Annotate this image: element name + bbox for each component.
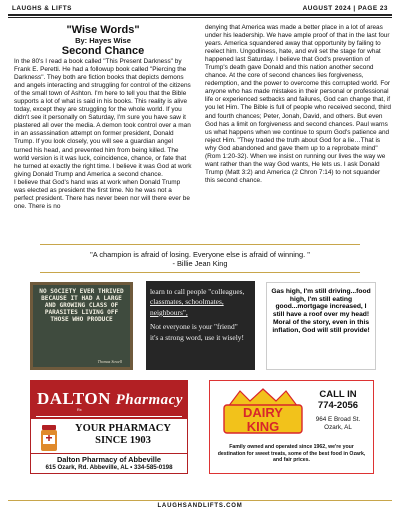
article-right-column <box>205 24 391 185</box>
chalkboard-line: classmates, schoolmates, <box>150 297 224 307</box>
dairy-king-logo-bottom: KING <box>246 419 280 434</box>
dairy-king-call-label: CALL IN <box>319 389 357 400</box>
dairy-king-call-block <box>307 389 369 411</box>
sowell-sign-image <box>30 282 133 370</box>
dairy-king-ad[interactable] <box>209 380 374 474</box>
pharmacy-footer-name: Dalton Pharmacy of Abbeville <box>56 455 162 464</box>
chalkboard-line: it's a strong word, use it wisely! <box>150 332 244 342</box>
footer-rule <box>8 500 392 501</box>
pharmacy-footer-contact: 615 Ozark, Rd. Abbeville, AL • 334-585-0198 <box>45 464 173 471</box>
pill-bottle-icon <box>37 423 61 453</box>
dairy-king-footer: Family owned and operated since 1962, we're your destination for sweet treats, some of the best food in Ozark, and fair prices. <box>217 444 366 464</box>
article-title: "Wise Words" <box>66 24 140 36</box>
chalkboard-line: Not everyone is your "friend" <box>150 322 238 332</box>
article-paragraph: In the 80's I read a book called "This Present Darkness" by Frank E. Peretti. He had a followup book called "Piercing the Darkness". They both are fiction books that depicts demons and angels interacting and struggling for control of the citizens of the small town of Ashton. I'm here to tell you that the Bible supports a lot of what is said in his books. This reality is alive today, except they are struggling for the whole world. If you didn't see it personally on Saturday, I'm sure you have saw it plastered all over the media. A demon took control over a man in an assassination attempt on former president, Donald Trump. If you look closely, you will see a guardian angel turned his head, and prevented him from being killed. The world version is it was luck, coincidence, chance, or fate that he turned at exactly the right time. I believe it was God at work giving Donald Trump and America a second chance. <box>14 58 192 178</box>
pharmacy-footer <box>31 453 187 473</box>
chalkboard-line: learn to call people "colleagues, <box>150 287 245 296</box>
dairy-king-logo-top: DAIRY <box>243 405 283 420</box>
dairy-king-address-line2: Ozark, AL <box>324 423 352 431</box>
pharmacy-rx-mark: Rx <box>77 408 82 412</box>
quote-block <box>0 250 400 268</box>
header-rule-thin <box>8 17 392 18</box>
dairy-king-logo <box>222 387 304 435</box>
pharmacy-banner <box>31 381 187 419</box>
publication-name: LAUGHS & LIFTS <box>12 5 72 12</box>
footer-site[interactable]: LAUGHSANDLIFTS.COM <box>157 503 243 509</box>
article-paragraph: denying that America was made a better place in a lot of areas under his leadership. We have ample proof of that in the last four years. America squandered away that opportunity by failing to reelect him. Ungodliness, hate, and evil set the stage for what happened last Saturday. I believe that God's prevention of Trump's death gave Donald and this nation another second chance. At the core of second chances lies forgiveness, redemption, and the power to overcome this corrupted world. For anyone who has made mistakes in their personal or professional life or experienced setbacks and failures, God can change that, if you let Him. The Bible is full of people who received second, third and fourth chances; Peter, Jonah, David, and others. But even God has a limit on forgiveness and second chances. Paul warns us what happens when we continue to spurn God's patience and reject Him. "They traded the truth about God for a lie…That is why God abandoned and gave them up to a reprobate mind" (Rom 1:20-32). When we insist on running our lives the way we want rather than the way God wants, He lets us. I ask Donald Trump (Matt 3:2) and America (2 Chron 7:14) to not squander this second chance. <box>205 24 391 184</box>
quote-rule-bottom <box>40 272 360 273</box>
pharmacy-tagline-1: YOUR PHARMACY <box>75 423 171 434</box>
pharmacy-name-script: Pharmacy <box>115 392 183 408</box>
page-header <box>0 0 400 19</box>
chalkboard-text <box>150 287 252 343</box>
inflation-meme-image <box>266 282 376 370</box>
meme-text: Gas high, I'm still driving...food high, I'm still eating good...mortgage increased, I still have a roof over my head! Moral of the story, even in this inflation, God will still provide! <box>271 288 371 334</box>
dalton-pharmacy-ad[interactable] <box>30 380 188 474</box>
article-subtitle: Second Chance <box>61 45 145 57</box>
dairy-king-phone: 774-2056 <box>317 400 359 411</box>
quote-text: "A champion is afraid of losing. Everyone else is afraid of winning. " <box>90 250 310 259</box>
pharmacy-tagline-2: SINCE 1903 <box>95 434 151 446</box>
pharmacy-banner-line <box>36 416 182 417</box>
dairy-king-address <box>307 416 369 431</box>
article-paragraph: I believe that God's hand was at work when Donald Trump was elected as president the first time. No he was not a perfect president. There has never been nor will there ever be one. There is no <box>14 178 190 210</box>
dairy-king-address-line1: 964 E Broad St. <box>315 416 361 423</box>
sign-signature: Thomas Sowell <box>97 359 122 364</box>
pharmacy-tagline <box>63 423 183 453</box>
pharmacy-name: DALTON <box>37 389 111 408</box>
issue-page-label: AUGUST 2024 | PAGE 23 <box>302 5 388 12</box>
sign-text: NO SOCIETY EVER THRIVED BECAUSE IT HAD A LARGE AND GROWING CLASS OF PARASITES LIVING OFF THOSE WHO PRODUCE <box>39 288 124 323</box>
article-left-column <box>14 24 192 211</box>
chalkboard-line: neighbours", <box>150 307 188 317</box>
quote-rule-top <box>40 244 360 245</box>
chalkboard-image <box>146 281 255 370</box>
article-byline: By: Hayes Wise <box>75 36 131 45</box>
quote-author: - Billie Jean King <box>172 259 228 268</box>
pharmacy-logo <box>37 389 183 409</box>
header-rule <box>8 14 392 16</box>
